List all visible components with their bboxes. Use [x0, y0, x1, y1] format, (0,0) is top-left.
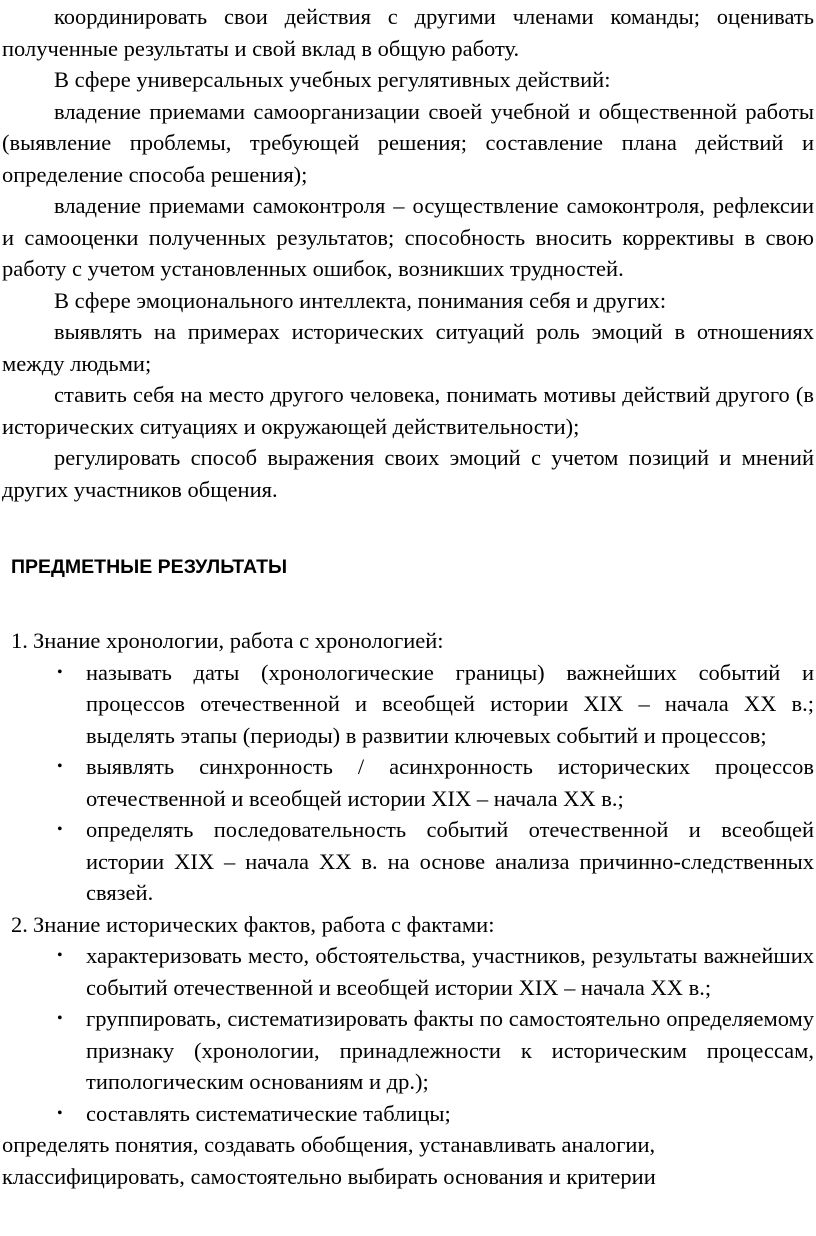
list-item-text: называть даты (хронологические границы) важнейших событий и процессов отечественной и всеобщей истории XIX – начала XX в.; выделять этапы (периоды) в развитии ключевых событий и процессов;	[86, 659, 814, 748]
item-title-text: Знание хронологии, работа с хронологией:	[33, 628, 444, 653]
section-heading: ПРЕДМЕТНЫЕ РЕЗУЛЬТАТЫ	[11, 556, 288, 578]
bullet-icon: •	[57, 1104, 63, 1122]
bullet-list	[0, 940, 816, 1129]
paragraph-regulative-header: В сфере универсальных учебных регулятивных действий:	[54, 67, 611, 92]
list-item	[0, 1003, 816, 1098]
subject-results-list	[0, 625, 816, 1192]
item-title-text: Знание исторических фактов, работа с фактами:	[33, 911, 495, 937]
list-item-text: определять последовательность событий отечественной и всеобщей истории XIX – начала XX в. на основе анализа причинно-следственных связей.	[86, 817, 814, 905]
paragraph-emotional-header: В сфере эмоционального интеллекта, понимания себя и других:	[54, 287, 667, 313]
list-item-text: составлять систематические таблицы;	[86, 1100, 451, 1126]
bullet-icon: •	[57, 758, 63, 775]
bullet-icon: •	[57, 947, 63, 964]
list-item-text: характеризовать место, обстоятельства, участников, результаты важнейших событий отечественной и всеобщей истории XIX – начала XX в.;	[86, 943, 814, 1000]
numbered-item-title	[0, 625, 816, 657]
list-item	[0, 657, 816, 752]
paragraph-self-control: владение приемами самоконтроля – осуществление самоконтроля, рефлексии и самооценки полученных результатов; способность вносить коррективы в свою работу с учетом установленных ошибок, возникших трудностей.	[2, 193, 814, 281]
numbered-item-title	[0, 909, 816, 941]
bullet-list	[0, 657, 816, 909]
paragraph-self-organization: владение приемами самоорганизации своей учебной и общественной работы (выявление проблемы, требующей решения; составление плана действий и определение способа решения);	[2, 98, 814, 187]
item-number: 1.	[11, 628, 28, 653]
tail-line-2: классифицировать, самостоятельно выбирать основания и критерии	[2, 1163, 656, 1189]
list-item	[0, 751, 816, 814]
paragraph-teamwork: координировать свои действия с другими членами команды; оценивать полученные результаты и свой вклад в общую работу.	[2, 4, 814, 61]
tail-line-1: определять понятия, создавать обобщения, устанавливать аналогии,	[2, 1132, 656, 1157]
item-number: 2.	[11, 911, 28, 937]
paragraph-empathy: ставить себя на место другого человека, понимать мотивы действий другого (в исторических ситуациях и окружающей действительности);	[2, 382, 814, 439]
list-item	[0, 1098, 816, 1130]
paragraph-emotions-role: выявлять на примерах исторических ситуаций роль эмоций в отношениях между людьми;	[2, 319, 814, 376]
list-item-text: выявлять синхронность / асинхронность исторических процессов отечественной и всеобщей истории XIX – начала XX в.;	[86, 754, 814, 811]
bullet-icon: •	[57, 821, 63, 838]
bullet-icon: •	[57, 663, 63, 681]
list-item	[0, 814, 816, 909]
intro-text-block	[0, 0, 816, 505]
numbered-section-2	[0, 909, 816, 1130]
list-item-text: группировать, систематизировать факты по самостоятельно определяемому признаку (хронологии, принадлежности к историческим процессам, типологическим основаниям и др.);	[86, 1006, 814, 1094]
list-item	[0, 940, 816, 1003]
numbered-section-1	[0, 625, 816, 909]
bullet-icon: •	[57, 1010, 63, 1027]
paragraph-emotion-regulation: регулировать способ выражения своих эмоций с учетом позиций и мнений других участников общения.	[2, 445, 814, 502]
